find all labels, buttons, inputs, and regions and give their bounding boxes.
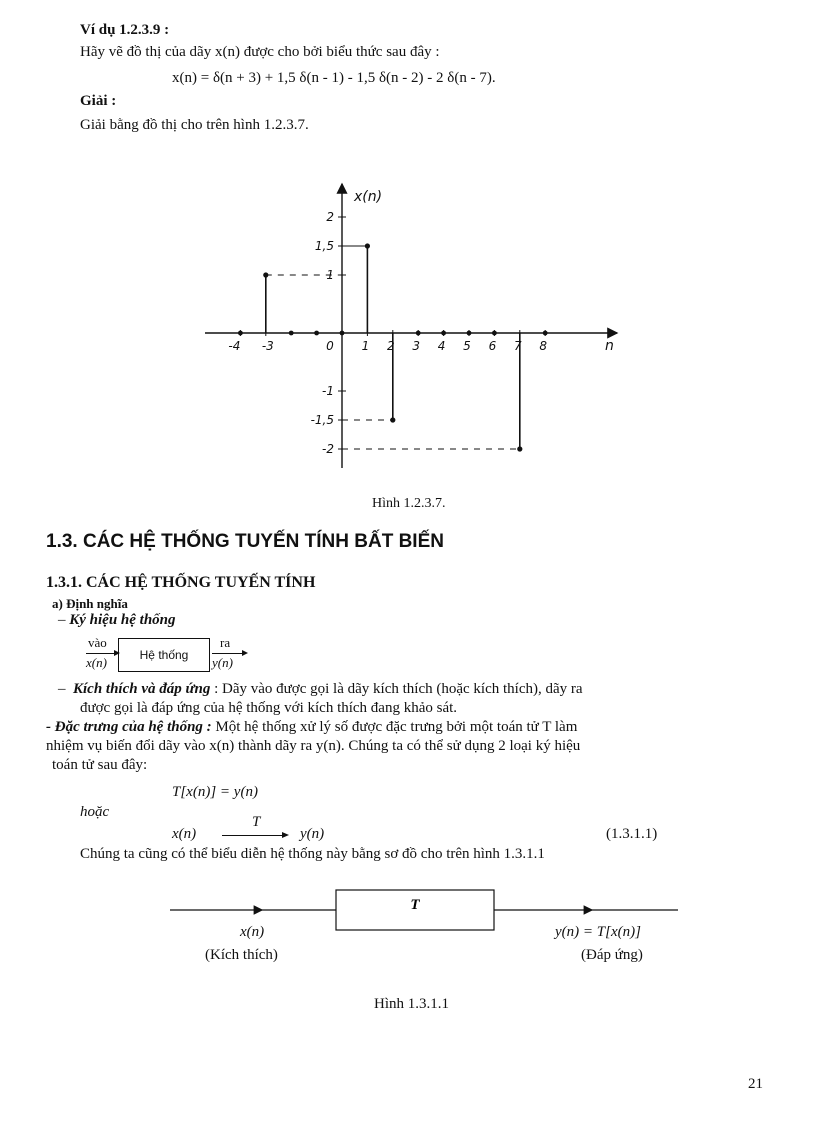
sys-out-top: ra	[220, 635, 231, 650]
x-tick-label: 0	[326, 339, 334, 353]
zero-sample-point	[467, 331, 472, 336]
stem-marker	[517, 446, 522, 451]
stim-heading: Kích thích và đáp ứng	[73, 681, 211, 697]
char-heading: - Đặc trưng của hệ thống :	[46, 719, 212, 735]
sys-in-top: vào	[88, 635, 107, 650]
solution-heading: Giải :	[80, 93, 117, 109]
op-eq2-right: y(n)	[300, 826, 325, 842]
op-eq2-arrow	[222, 835, 284, 836]
section-title: 1.3. CÁC HỆ THỐNG TUYẾN TÍNH BẤT BIẾN	[46, 531, 444, 552]
zero-sample-point	[238, 331, 243, 336]
y-tick-label: 2	[326, 210, 334, 224]
diagram-input-label: x(n)	[240, 924, 265, 940]
stim-text-2: được gọi là đáp ứng của hệ thống với kích thích đang khảo sát.	[80, 700, 458, 716]
zero-sample-point	[543, 331, 548, 336]
item-a-heading: a) Định nghĩa	[52, 596, 128, 611]
y-tick-label: -2	[322, 442, 334, 456]
diagram-output-label: y(n) = T[x(n)]	[555, 924, 641, 940]
equation-number: (1.3.1.1)	[606, 826, 658, 842]
zero-sample-point	[416, 331, 421, 336]
y-tick-label: -1	[322, 384, 334, 398]
sys-out-arrowhead	[242, 650, 248, 656]
solution-text: Giải bằng đồ thị cho trên hình 1.2.3.7.	[80, 117, 309, 133]
char-line-1	[46, 719, 577, 736]
x-tick-label: 8	[539, 339, 548, 353]
char-text-3: toán tử sau đây:	[52, 757, 148, 773]
zero-sample-point	[441, 331, 446, 336]
y-tick-label: 1,5	[314, 239, 334, 253]
stem-plot	[0, 170, 816, 475]
diagram-intro: Chúng ta cũng có thể biểu diễn hệ thống này bằng sơ đồ cho trên hình 1.3.1.1	[80, 846, 545, 862]
page-number: 21	[748, 1076, 763, 1092]
x-tick-label: 5	[463, 339, 471, 353]
example-prompt: Hãy vẽ đồ thị của dãy x(n) được cho bởi biểu thức sau đây :	[80, 44, 440, 60]
x-tick-label: 1	[361, 339, 370, 353]
char-text-1: Một hệ thống xử lý số được đặc trưng bởi một toán tử T làm	[211, 719, 578, 735]
x-tick-label: 2	[386, 339, 395, 353]
symbol-line: – Ký hiệu hệ thống	[58, 612, 176, 628]
y-axis-label: x(n)	[354, 189, 383, 205]
sys-in-bottom: x(n)	[86, 655, 107, 670]
zero-sample-point	[289, 331, 294, 336]
system-T-label: T	[410, 897, 420, 913]
stim-text-1: : Dãy vào được gọi là dãy kích thích (hoặc kích thích), dãy ra	[210, 681, 583, 697]
plot-axes	[205, 184, 617, 468]
x-tick-label: 6	[488, 339, 497, 353]
stem-marker	[365, 243, 370, 248]
block-diagram	[0, 880, 816, 940]
x-tick-label: 4	[437, 339, 446, 353]
sys-out-bottom: y(n)	[212, 655, 233, 670]
or-word: hoặc	[80, 804, 110, 820]
sys-out-arrow	[212, 653, 246, 654]
stem-marker	[390, 417, 395, 422]
figure1-caption: Hình 1.2.3.7.	[372, 496, 446, 511]
figure2-caption: Hình 1.3.1.1	[374, 996, 449, 1012]
subsection-title: 1.3.1. CÁC HỆ THỐNG TUYẾN TÍNH	[46, 574, 316, 591]
example-equation: x(n) = δ(n + 3) + 1,5 δ(n - 1) - 1,5 δ(n - 2) - 2 δ(n - 7).	[172, 70, 496, 86]
stim-line-1: – Kích thích và đáp ứng : Dãy vào được gọi là dãy kích thích (hoặc kích thích), dãy ra	[58, 681, 583, 697]
stem-marker	[263, 272, 268, 277]
example-heading: Ví dụ 1.2.3.9 :	[80, 22, 170, 38]
y-tick-label: 1	[326, 268, 334, 282]
x-axis-label: n	[605, 338, 614, 354]
x-tick-label: -4	[228, 339, 241, 353]
system-box: Hệ thống	[118, 638, 210, 672]
symbol-heading: Ký hiệu hệ thống	[69, 612, 176, 628]
zero-sample-point	[340, 331, 345, 336]
char-text-2: nhiệm vụ biến đổi dãy vào x(n) thành dãy ra y(n). Chúng ta có thể sử dụng 2 loại ký hiệu	[46, 738, 581, 754]
zero-sample-point	[314, 331, 319, 336]
operator-equation: T[x(n)] = y(n)	[172, 784, 258, 800]
diagram-input-desc: (Kích thích)	[205, 947, 278, 963]
op-eq2-arrowhead	[282, 832, 289, 838]
x-tick-label: 7	[513, 339, 522, 353]
zero-sample-point	[492, 331, 497, 336]
op-eq2-left: x(n)	[172, 826, 197, 842]
diagram-output-desc: (Đáp ứng)	[581, 947, 643, 963]
y-tick-label: -1,5	[310, 413, 334, 427]
x-tick-label: 3	[412, 339, 421, 353]
op-eq2-T: T	[252, 814, 261, 830]
x-tick-label: -3	[261, 339, 274, 353]
